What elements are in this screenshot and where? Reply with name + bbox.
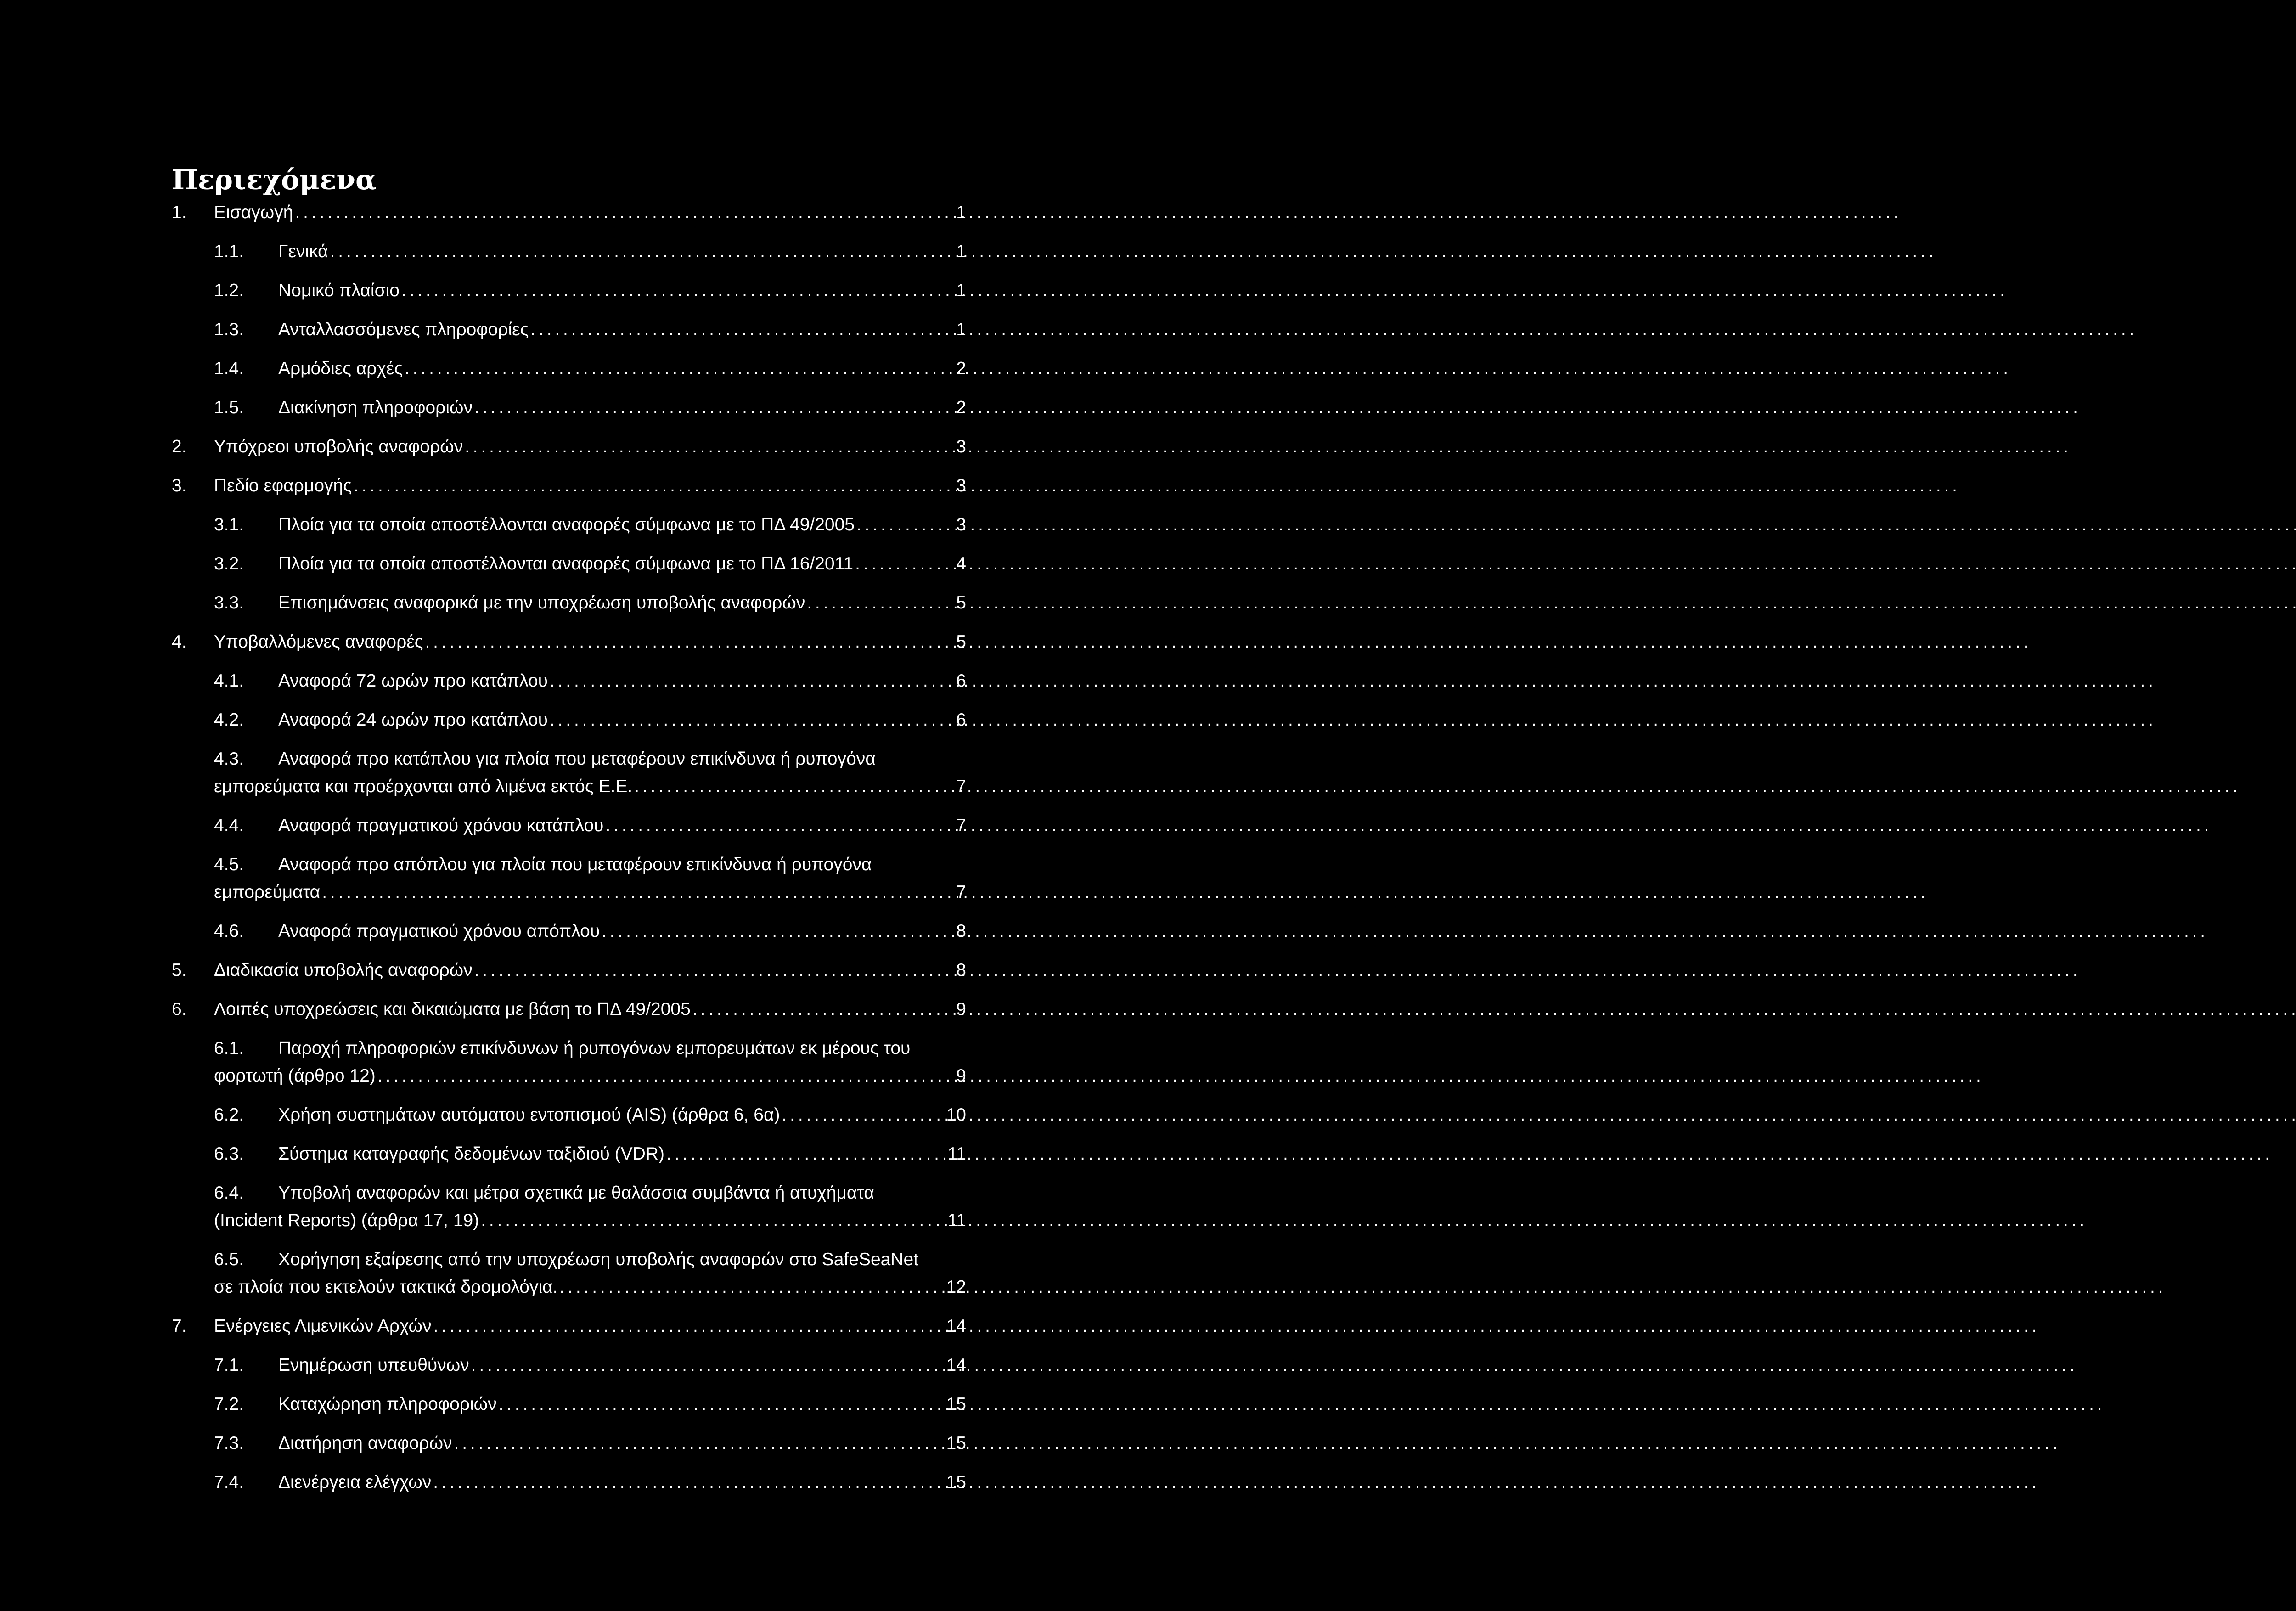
toc-entry-number: 7.4. xyxy=(214,1472,244,1492)
toc-entry-title: Επισημάνσεις αναφορικά με την υποχρέωση υποβολής αναφορών xyxy=(278,593,805,613)
toc-dot-leader xyxy=(481,1207,943,1234)
toc-entry[interactable] xyxy=(172,316,966,344)
toc-entry-title: Πλοία για τα οποία αποστέλλονται αναφορές σύμφωνα με το ΠΔ 49/2005 xyxy=(278,515,855,535)
toc-entry-title-continued: σε πλοία που εκτελούν τακτικά δρομολόγια. xyxy=(214,1277,558,1297)
toc-entry[interactable] xyxy=(172,472,966,500)
toc-dot-leader xyxy=(666,1140,943,1168)
toc-dot-leader xyxy=(530,316,951,344)
toc-dot-leader xyxy=(550,706,951,734)
toc-dot-leader xyxy=(401,277,951,304)
toc-entry-title-continued: φορτωτή (άρθρο 12) xyxy=(214,1066,376,1086)
toc-dot-leader xyxy=(560,1273,942,1301)
toc-entry[interactable] xyxy=(172,1391,966,1418)
toc-entry-number: 7.2. xyxy=(214,1394,244,1414)
toc-entry-title: Διακίνηση πληροφοριών xyxy=(278,398,473,417)
toc-entry[interactable] xyxy=(172,1035,966,1090)
toc-entry-page: 4 xyxy=(956,554,966,574)
toc-entry-page: 1 xyxy=(956,242,966,261)
toc-entry[interactable] xyxy=(172,851,966,906)
toc-entry-number: 1.3. xyxy=(214,320,244,339)
toc-entry-title-continued: (Incident Reports) (άρθρα 17, 19) xyxy=(214,1211,479,1230)
toc-dot-leader xyxy=(295,199,951,226)
toc-entry-page: 6 xyxy=(956,710,966,730)
toc-entry-title: Αναφορά 72 ωρών προ κατάπλου xyxy=(278,671,548,691)
toc-entry[interactable] xyxy=(172,1352,966,1379)
toc-entry[interactable] xyxy=(172,1140,966,1168)
toc-entry-page: 15 xyxy=(946,1472,966,1492)
toc-dot-leader xyxy=(855,550,951,578)
toc-dot-leader xyxy=(354,472,951,500)
toc-entry[interactable] xyxy=(172,918,966,945)
toc-dot-leader xyxy=(433,1312,941,1340)
toc-entry-title: Αναφορά πραγματικού χρόνου απόπλου xyxy=(278,921,600,941)
toc-entry-line xyxy=(214,1207,966,1234)
toc-entry[interactable] xyxy=(172,394,966,422)
toc-entry-page: 7 xyxy=(956,882,966,902)
toc-entry-number: 7. xyxy=(172,1316,187,1336)
toc-entry[interactable] xyxy=(172,550,966,578)
toc-entry-title-continued: εμπορεύματα και προέρχονται από λιμένα εκτός Ε.Ε. xyxy=(214,777,633,796)
toc-entry[interactable] xyxy=(172,238,966,265)
toc-entry[interactable] xyxy=(172,706,966,734)
toc-entry-page: 2 xyxy=(956,398,966,417)
toc-entry-number: 5. xyxy=(172,960,187,980)
toc-entry[interactable] xyxy=(172,589,966,617)
toc-dot-leader xyxy=(454,1430,942,1457)
toc-entry-line xyxy=(214,1035,966,1062)
toc-entry-title: Χορήγηση εξαίρεσης από την υποχρέωση υποβολής αναφορών στο SafeSeaNet xyxy=(278,1250,919,1269)
toc-entry-number: 3.3. xyxy=(214,593,244,613)
toc-entry[interactable] xyxy=(172,996,966,1023)
table-of-contents xyxy=(172,199,966,1508)
toc-dot-leader xyxy=(634,773,951,800)
toc-dot-leader xyxy=(471,1352,942,1379)
toc-entry-title: Ανταλλασσόμενες πληροφορίες xyxy=(278,320,529,339)
toc-dot-leader xyxy=(856,511,951,539)
toc-entry-number: 3.2. xyxy=(214,554,244,574)
toc-entry-title: Διατήρηση αναφορών xyxy=(278,1433,452,1453)
toc-dot-leader xyxy=(330,238,952,265)
toc-entry-number: 1.1. xyxy=(214,242,244,261)
toc-entry-title: Γενικά xyxy=(278,242,328,261)
toc-entry[interactable] xyxy=(172,199,966,226)
toc-entry[interactable] xyxy=(172,1179,966,1234)
toc-dot-leader xyxy=(474,394,951,422)
toc-entry-number: 1.5. xyxy=(214,398,244,417)
toc-entry-title: Αρμόδιες αρχές xyxy=(278,359,403,378)
toc-entry-title: Υπόχρεοι υποβολής αναφορών xyxy=(214,437,463,456)
toc-entry-page: 5 xyxy=(956,593,966,613)
toc-entry-title: Ενημέρωση υπευθύνων xyxy=(278,1355,469,1375)
toc-entry[interactable] xyxy=(172,1430,966,1457)
toc-entry[interactable] xyxy=(172,812,966,839)
toc-entry-number: 3. xyxy=(172,476,187,496)
toc-dot-leader xyxy=(550,667,951,695)
toc-entry[interactable] xyxy=(172,433,966,461)
toc-entry-number: 1. xyxy=(172,203,187,222)
toc-entry-title: Αναφορά προ απόπλου για πλοία που μεταφέρουν επικίνδυνα ή ρυπογόνα xyxy=(278,855,872,874)
toc-dot-leader xyxy=(465,433,951,461)
toc-entry-title: Διαδικασία υποβολής αναφορών xyxy=(214,960,473,980)
toc-entry-page: 2 xyxy=(956,359,966,378)
toc-entry-number: 6. xyxy=(172,999,187,1019)
toc-entry-number: 1.2. xyxy=(214,281,244,300)
toc-entry[interactable] xyxy=(172,511,966,539)
toc-entry-line xyxy=(214,851,966,879)
toc-entry[interactable] xyxy=(172,277,966,304)
toc-entry-page: 9 xyxy=(956,999,966,1019)
toc-entry-title: Αναφορά πραγματικού χρόνου κατάπλου xyxy=(278,816,604,835)
toc-entry[interactable] xyxy=(172,1469,966,1496)
toc-dot-leader xyxy=(602,918,951,945)
toc-dot-leader xyxy=(807,589,951,617)
toc-entry-line xyxy=(214,1273,966,1301)
toc-entry-line xyxy=(214,1062,966,1090)
toc-entry-line xyxy=(214,879,966,906)
toc-entry-page: 3 xyxy=(956,437,966,456)
toc-entry[interactable] xyxy=(172,667,966,695)
toc-entry[interactable] xyxy=(172,1312,966,1340)
toc-entry-number: 7.3. xyxy=(214,1433,244,1453)
toc-entry-number: 3.1. xyxy=(214,515,244,535)
toc-entry[interactable] xyxy=(172,745,966,800)
toc-entry-page: 1 xyxy=(956,203,966,222)
toc-entry[interactable] xyxy=(172,1101,966,1129)
toc-entry-title: Αναφορά προ κατάπλου για πλοία που μεταφέρουν επικίνδυνα ή ρυπογόνα xyxy=(278,749,876,769)
toc-entry-page: 15 xyxy=(946,1394,966,1414)
toc-entry-number: 4.1. xyxy=(214,671,244,691)
toc-entry-number: 6.4. xyxy=(214,1183,244,1203)
toc-entry[interactable] xyxy=(172,355,966,383)
toc-entry-number: 4.4. xyxy=(214,816,244,835)
toc-entry-title: Ενέργειες Λιμενικών Αρχών xyxy=(214,1316,432,1336)
toc-entry-page: 11 xyxy=(947,1211,966,1230)
toc-entry-number: 4.3. xyxy=(214,749,244,769)
toc-entry-number: 6.5. xyxy=(214,1250,244,1269)
toc-entry-line xyxy=(214,1246,966,1273)
toc-dot-leader xyxy=(425,628,951,656)
toc-entry-title: Παροχή πληροφοριών επικίνδυνων ή ρυπογόνων εμπορευμάτων εκ μέρους του xyxy=(278,1038,911,1058)
toc-entry-page: 12 xyxy=(946,1277,966,1297)
toc-entry-page: 7 xyxy=(956,777,966,796)
document-page xyxy=(0,0,1139,1611)
toc-entry-number: 7.1. xyxy=(214,1355,244,1375)
toc-entry-page: 1 xyxy=(956,281,966,300)
toc-entry-line xyxy=(214,745,966,773)
toc-entry-page: 1 xyxy=(956,320,966,339)
toc-entry-title: Υποβαλλόμενες αναφορές xyxy=(214,632,423,652)
toc-entry[interactable] xyxy=(172,1246,966,1301)
toc-dot-leader xyxy=(322,879,951,906)
toc-entry-title: Καταχώρηση πληροφοριών xyxy=(278,1394,497,1414)
toc-entry-number: 4.2. xyxy=(214,710,244,730)
toc-entry-number: 4.6. xyxy=(214,921,244,941)
toc-entry-title: Λοιπές υποχρεώσεις και δικαιώματα με βάση το ΠΔ 49/2005 xyxy=(214,999,691,1019)
toc-entry-page: 3 xyxy=(956,515,966,535)
toc-dot-leader xyxy=(433,1469,941,1496)
toc-title: Περιεχόμενα xyxy=(172,164,377,196)
toc-entry-title-continued: εμπορεύματα xyxy=(214,882,321,902)
toc-entry-title: Χρήση συστημάτων αυτόματου εντοπισμού (AIS) (άρθρα 6, 6α) xyxy=(278,1105,780,1125)
toc-entry-page: 8 xyxy=(956,921,966,941)
toc-entry-line xyxy=(214,1179,966,1207)
toc-entry-page: 9 xyxy=(956,1066,966,1086)
toc-dot-leader xyxy=(405,355,951,383)
toc-entry-page: 14 xyxy=(946,1355,966,1375)
toc-entry[interactable] xyxy=(172,957,966,984)
toc-entry-number: 6.3. xyxy=(214,1144,244,1164)
toc-dot-leader xyxy=(782,1101,941,1129)
toc-entry-page: 11 xyxy=(947,1144,966,1164)
toc-entry[interactable] xyxy=(172,628,966,656)
toc-dot-leader xyxy=(692,996,951,1023)
toc-entry-title: Εισαγωγή xyxy=(214,203,293,222)
toc-entry-page: 10 xyxy=(946,1105,966,1125)
toc-entry-page: 14 xyxy=(946,1316,966,1336)
toc-entry-number: 4. xyxy=(172,632,187,652)
toc-entry-title: Πλοία για τα οποία αποστέλλονται αναφορές σύμφωνα με το ΠΔ 16/2011 xyxy=(278,554,854,574)
toc-entry-number: 1.4. xyxy=(214,359,244,378)
toc-entry-title: Διενέργεια ελέγχων xyxy=(278,1472,432,1492)
toc-entry-title: Υποβολή αναφορών και μέτρα σχετικά με θαλάσσια συμβάντα ή ατυχήματα xyxy=(278,1183,874,1203)
toc-dot-leader xyxy=(499,1391,942,1418)
toc-dot-leader xyxy=(474,957,952,984)
toc-entry-title: Σύστημα καταγραφής δεδομένων ταξιδιού (VDR) xyxy=(278,1144,664,1164)
toc-entry-page: 7 xyxy=(956,816,966,835)
toc-entry-number: 2. xyxy=(172,437,187,456)
toc-entry-page: 6 xyxy=(956,671,966,691)
toc-entry-title: Αναφορά 24 ωρών προ κατάπλου xyxy=(278,710,548,730)
toc-entry-title: Νομικό πλαίσιο xyxy=(278,281,400,300)
toc-entry-page: 15 xyxy=(946,1433,966,1453)
toc-entry-page: 3 xyxy=(956,476,966,496)
toc-entry-title: Πεδίο εφαρμογής xyxy=(214,476,352,496)
toc-entry-number: 6.2. xyxy=(214,1105,244,1125)
toc-entry-number: 6.1. xyxy=(214,1038,244,1058)
toc-entry-page: 5 xyxy=(956,632,966,652)
toc-entry-number: 4.5. xyxy=(214,855,244,874)
toc-dot-leader xyxy=(606,812,952,839)
toc-entry-line xyxy=(214,773,966,800)
toc-entry-page: 8 xyxy=(956,960,966,980)
toc-dot-leader xyxy=(377,1062,952,1090)
